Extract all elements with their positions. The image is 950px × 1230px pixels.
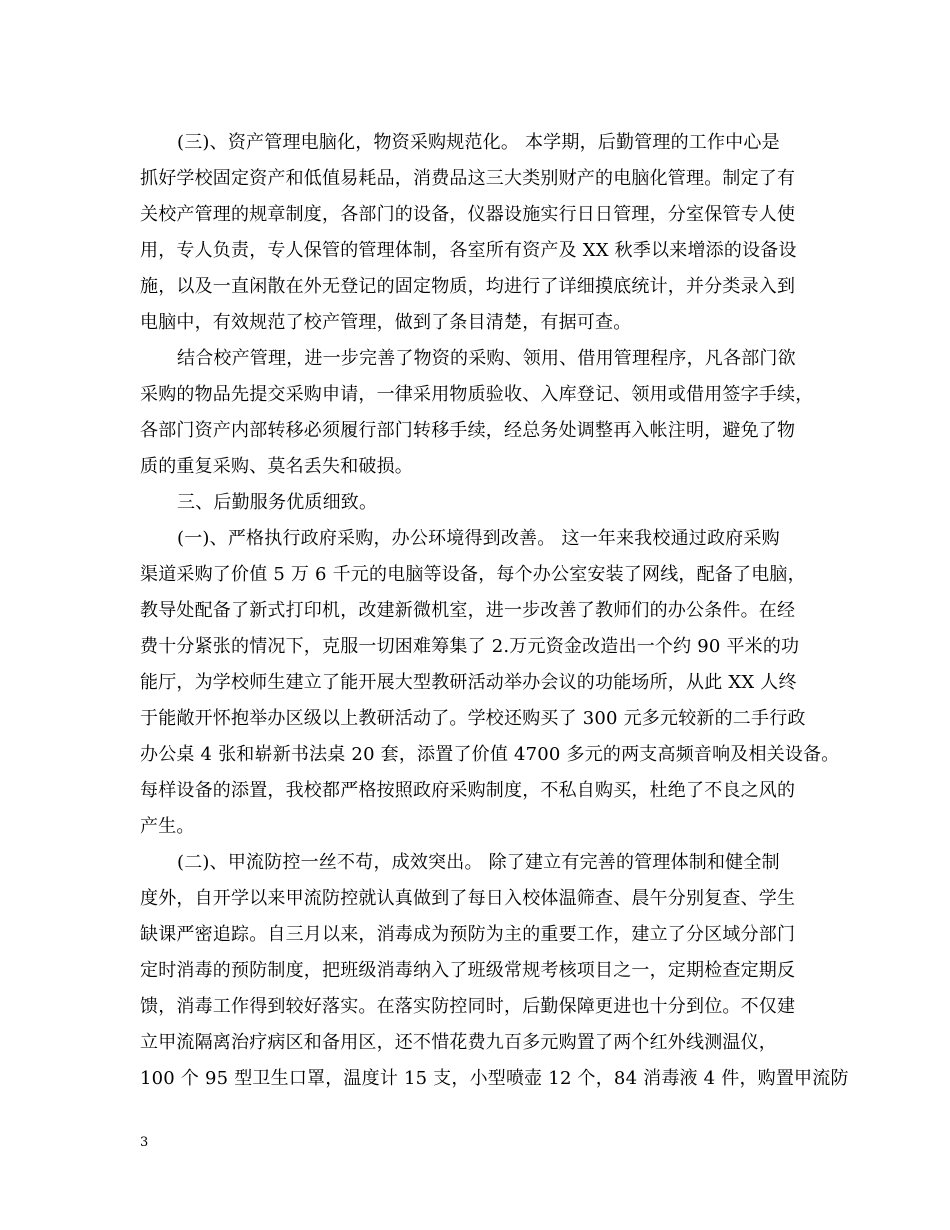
text-line: 结合校产管理，进一步完善了物资的采购、领用、借用管理程序，凡各部门欲 [177,348,796,369]
text-line: 定时消毒的预防制度，把班级消毒纳入了班级常规考核项目之一，定期检查定期反 [140,960,796,981]
text-line: (一)、严格执行政府采购，办公环境得到改善。 这一年来我校通过政府采购 [177,528,780,549]
text-line: 施，以及一直闲散在外无登记的固定物质，均进行了详细摸底统计，并分类录入到 [140,276,796,297]
text-line: 抓好学校固定资产和低值易耗品，消费品这三大类别财产的电脑化管理。制定了有 [140,168,796,189]
text-line: 立甲流隔离治疗病区和备用区，还不惜花费九百多元购置了两个红外线测温仪， [140,1032,777,1053]
text-line: 每样设备的添置，我校都严格按照政府采购制度，不私自购买，杜绝了不良之风的 [140,780,796,801]
text-line: 办公桌 4 张和崭新书法桌 20 套，添置了价值 4700 多元的两支高频音响及相关设备。 [140,744,840,765]
text-line: 度外，自开学以来甲流防控就认真做到了每日入校体温筛查、晨午分别复查、学生 [140,888,796,909]
text-line: 馈，消毒工作得到较好落实。在落实防控同时，后勤保障更进也十分到位。不仅建 [140,996,796,1017]
text-line: 缺课严密追踪。自三月以来，消毒成为预防为主的重要工作，建立了分区域分部门 [140,924,796,945]
text-line: 能厅，为学校师生建立了能开展大型教研活动举办会议的功能场所，从此 XX 人终 [140,672,797,693]
text-line: 渠道采购了价值 5 万 6 千元的电脑等设备，每个办公室安装了网线，配备了电脑， [140,564,806,585]
text-line: (二)、甲流防控一丝不苟，成效突出。 除了建立有完善的管理体制和健全制 [177,852,780,873]
text-line: 产生。 [140,816,195,837]
text-line: 100 个 95 型卫生口罩，温度计 15 支，小型喷壶 12 个，84 消毒液 4 件，购置甲流防 [140,1068,849,1089]
text-line: 用，专人负责，专人保管的管理体制，各室所有资产及 XX 秋季以来增添的设备设 [140,240,797,261]
text-line: (三)、资产管理电脑化，物资采购规范化。 本学期，后勤管理的工作中心是 [177,132,780,153]
text-line: 教导处配备了新式打印机，改建新微机室，进一步改善了教师们的办公条件。在经 [140,600,796,621]
page-number: 3 [140,1135,149,1150]
text-line: 电脑中，有效规范了校产管理，做到了条目清楚，有据可查。 [140,312,632,333]
section-heading: 三、后勤服务优质细致。 [177,492,378,513]
text-line: 关校产管理的规章制度，各部门的设备，仪器设施实行日日管理，分室保管专人使 [140,204,796,225]
text-line: 费十分紧张的情况下，克服一切困难筹集了 2.万元资金改造出一个约 90 平米的功 [140,636,800,657]
text-line: 于能敞开怀抱举办区级以上教研活动了。学校还购买了 300 元多元较新的二手行政 [140,708,806,729]
text-line: 采购的物品先提交采购申请，一律采用物质验收、入库登记、领用或借用签字手续， [140,384,814,405]
text-line: 各部门资产内部转移必须履行部门转移手续，经总务处调整再入帐注明，避免了物 [140,420,796,441]
text-line: 质的重复采购、莫名丢失和破损。 [140,456,413,477]
